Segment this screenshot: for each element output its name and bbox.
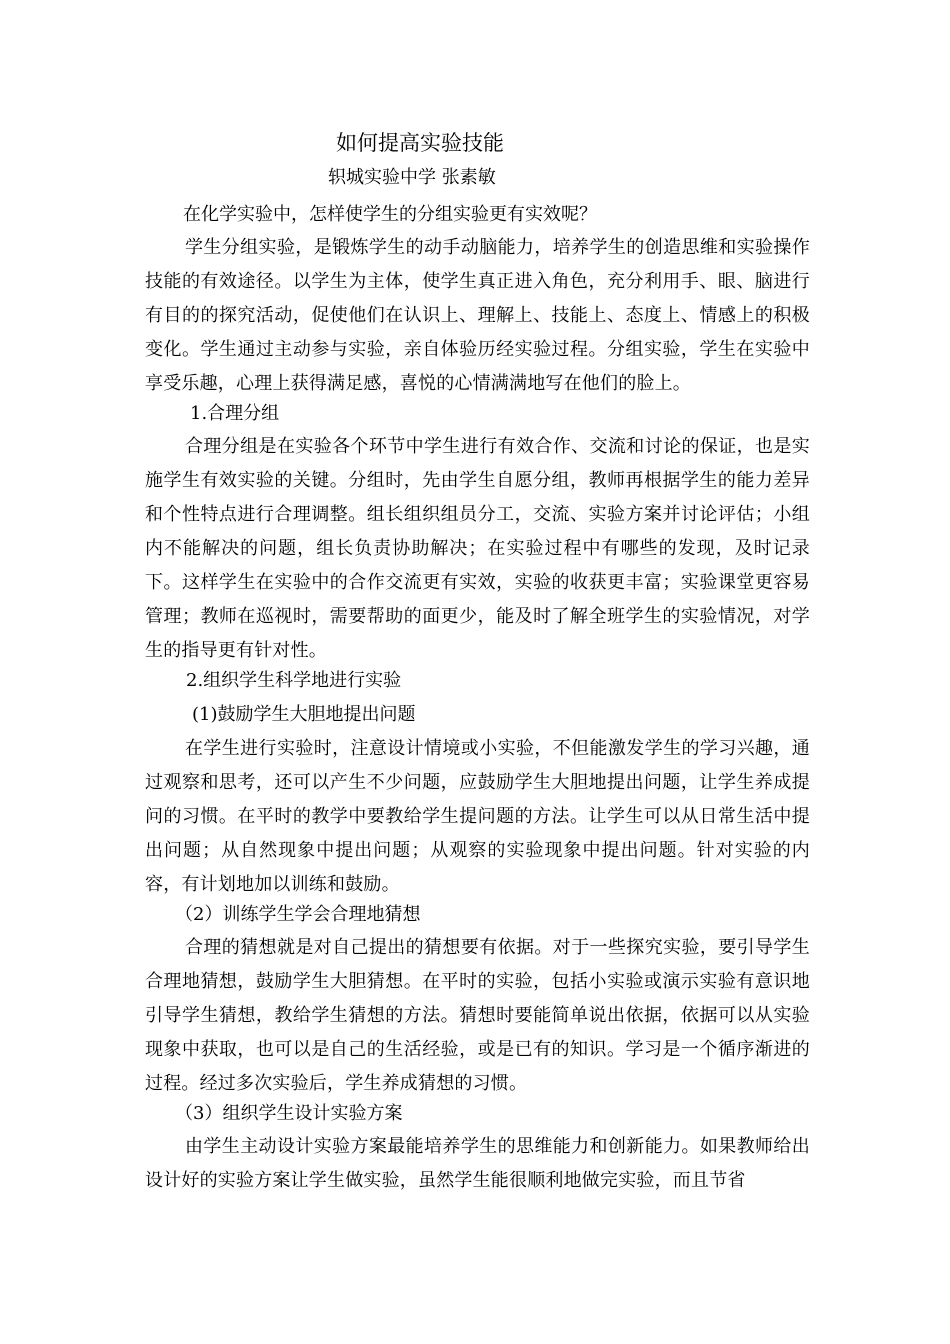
author-byline: 轵城实验中学 张素敏: [328, 167, 496, 188]
section-2-heading: 2.组织学生科学地进行实验: [186, 670, 402, 691]
subsection-1-heading: (1)鼓励学生大胆地提出问题: [192, 704, 416, 725]
section-1-heading: 1.合理分组: [190, 403, 280, 424]
intro-paragraph: 学生分组实验，是锻炼学生的动手动脑能力，培养学生的创造思维和实验操作技能的有效途径。以学生为主体，使学生真正进入角色，充分利用手、眼、脑进行有目的的探究活动，促使他们在认识上、理解上、技能上、态度上、情感上的积极变化。学生通过主动参与实验，亲自体验历经实验过程。分组实验，学生在实验中享受乐趣，心理上获得满足感，喜悦的心情满满地写在他们的脸上。: [145, 237, 810, 394]
subsection-2-heading: （2）训练学生学会合理地猜想: [175, 904, 421, 925]
subsection-3-heading: （3）组织学生设计实验方案: [175, 1103, 403, 1124]
subsection-1-paragraph: 在学生进行实验时，注意设计情境或小实验，不但能激发学生的学习兴趣，通过观察和思考，还可以产生不少问题，应鼓励学生大胆地提出问题，让学生养成提问的习惯。在平时的教学中要教给学生提问题的方法。让学生可以从日常生活中提出问题；从自然现象中提出问题；从观察的实验现象中提出问题。针对实验的内容，有计划地加以训练和鼓励。: [145, 738, 810, 895]
subsection-2-paragraph: 合理的猜想就是对自己提出的猜想要有依据。对于一些探究实验，要引导学生合理地猜想，鼓励学生大胆猜想。在平时的实验，包括小实验或演示实验有意识地引导学生猜想，教给学生猜想的方法。猜想时要能简单说出依据，依据可以从实验现象中获取，也可以是自己的生活经验，或是已有的知识。学习是一个循序渐进的过程。经过多次实验后，学生养成猜想的习惯。: [145, 937, 810, 1094]
lead-question: 在化学实验中，怎样使学生的分组实验更有实效呢？: [183, 204, 597, 225]
section-1-paragraph: 合理分组是在实验各个环节中学生进行有效合作、交流和讨论的保证，也是实施学生有效实验的关键。分组时，先由学生自愿分组，教师再根据学生的能力差异和个性特点进行合理调整。组长组织组员分工，交流、实验方案并讨论评估；小组内不能解决的问题，组长负责协助解决；在实验过程中有哪些的发现，及时记录下。这样学生在实验中的合作交流更有实效，实验的收获更丰富；实验课堂更容易管理；教师在巡视时，需要帮助的面更少，能及时了解全班学生的实验情况，对学生的指导更有针对性。: [145, 436, 810, 661]
document-title: 如何提高实验技能: [336, 131, 504, 155]
subsection-3-paragraph: 由学生主动设计实验方案最能培养学生的思维能力和创新能力。如果教师给出设计好的实验方案让学生做实验，虽然学生能很顺利地做完实验，而且节省: [145, 1136, 810, 1191]
